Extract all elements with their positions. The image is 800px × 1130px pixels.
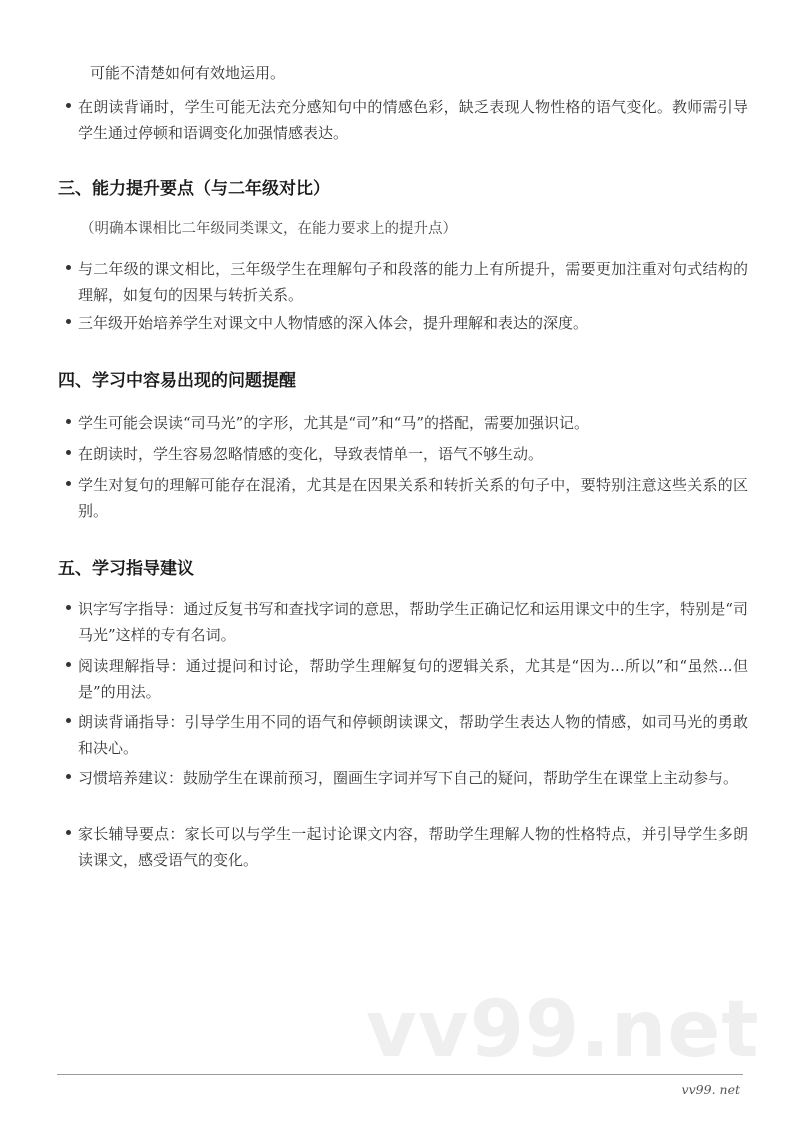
list-item <box>78 410 748 436</box>
list-item <box>78 94 748 146</box>
bullet-icon <box>66 481 71 486</box>
section-heading-5: 五、学习指导建议 <box>58 559 194 579</box>
list-item <box>78 765 748 791</box>
continuation-text: 可能不清楚如何有效地运用。 <box>90 64 286 82</box>
list-item-text: 朗读背诵指导：引导学生用不同的语气和停顿朗读课文，帮助学生表达人物的情感，如司马光的勇敢和决心。 <box>78 713 748 757</box>
list-item <box>78 256 748 308</box>
list-item-text: 三年级开始培养学生对课文中人物情感的深入体会，提升理解和表达的深度。 <box>78 314 589 332</box>
bullet-icon <box>66 605 71 610</box>
list-item <box>78 596 748 648</box>
bullet-icon <box>66 662 71 667</box>
list-item <box>78 709 748 761</box>
bullet-icon <box>66 774 71 779</box>
list-item <box>78 472 748 524</box>
list-item-text: 在朗读背诵时，学生可能无法充分感知句中的情感色彩，缺乏表现人物性格的语气变化。教师需引导学生通过停顿和语调变化加强情感表达。 <box>78 98 748 142</box>
bullet-icon <box>66 830 71 835</box>
bullet-icon <box>66 450 71 455</box>
bullet-icon <box>66 419 71 424</box>
section-heading-3: 三、能力提升要点（与二年级对比） <box>58 179 330 199</box>
section-heading-4: 四、学习中容易出现的问题提醒 <box>58 371 296 391</box>
list-item-text: 与二年级的课文相比，三年级学生在理解句子和段落的能力上有所提升，需要更加注重对句式结构的理解，如复句的因果与转折关系。 <box>78 260 748 304</box>
bullet-icon <box>66 103 71 108</box>
bullet-icon <box>66 718 71 723</box>
list-item-text: 学生对复句的理解可能存在混淆，尤其是在因果关系和转折关系的句子中，要特别注意这些关系的区别。 <box>78 476 748 520</box>
footer-divider <box>57 1074 743 1075</box>
list-item-text: 识字写字指导：通过反复书写和查找字词的意思，帮助学生正确记忆和运用课文中的生字，特别是“司马光”这样的专有名词。 <box>78 600 748 644</box>
list-item-text: 学生可能会误读“司马光”的字形，尤其是“司”和“马”的搭配，需要加强识记。 <box>78 414 590 432</box>
watermark: vv99.net <box>366 985 760 1075</box>
list-item-text: 家长辅导要点：家长可以与学生一起讨论课文内容，帮助学生理解人物的性格特点，并引导学生多朗读课文，感受语气的变化。 <box>78 825 748 869</box>
list-item-text: 阅读理解指导：通过提问和讨论，帮助学生理解复句的逻辑关系，尤其是“因为...所以”和“虽然...但是”的用法。 <box>78 657 748 701</box>
bullet-icon <box>66 265 71 270</box>
list-item <box>78 310 748 336</box>
footer-site-label: vv99. net <box>681 1082 740 1097</box>
list-item-text: 习惯培养建议：鼓励学生在课前预习，圈画生字词并写下自己的疑问，帮助学生在课堂上主动参与。 <box>78 769 739 787</box>
section-note: （明确本课相比二年级同类课文，在能力要求上的提升点） <box>80 221 457 237</box>
bullet-icon <box>66 319 71 324</box>
list-item <box>78 441 748 467</box>
list-item <box>78 821 748 873</box>
list-item <box>78 653 748 705</box>
list-item-text: 在朗读时，学生容易忽略情感的变化，导致表情单一，语气不够生动。 <box>78 445 544 463</box>
